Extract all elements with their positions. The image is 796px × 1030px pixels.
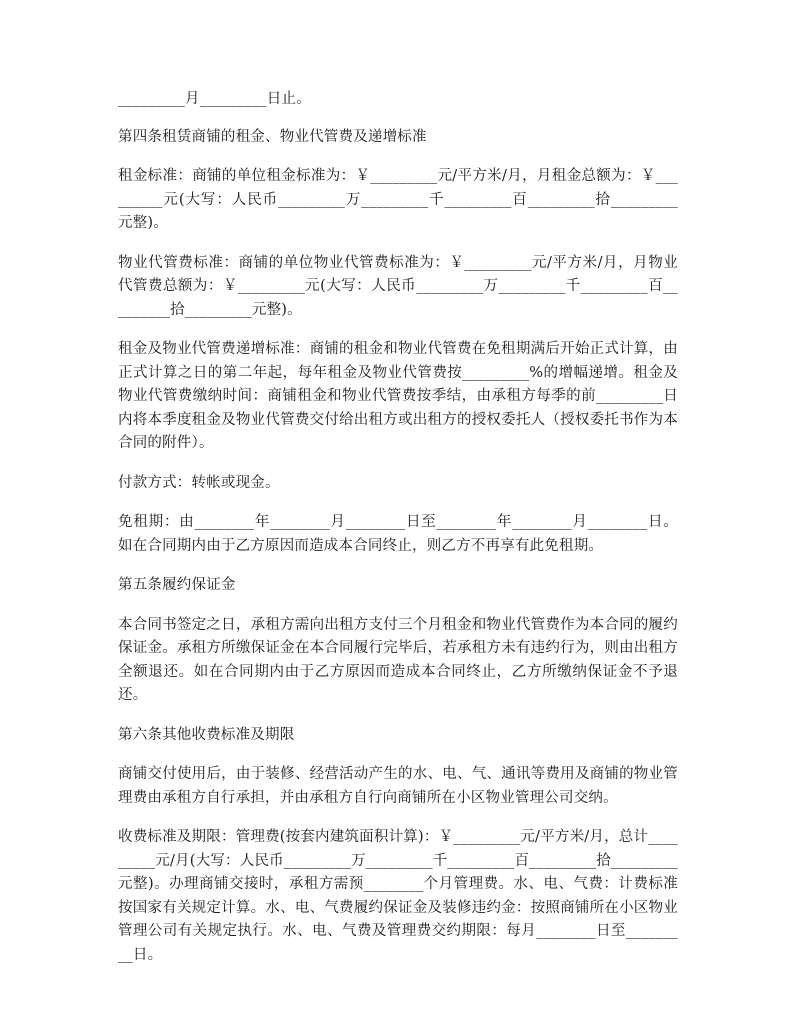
paragraph-rent-standard: 租金标准：商铺的单位租金标准为：￥_________元/平方米/月，月租金总额为：￥_________元(大写：人民币_________万_________千_________百_________拾_________元整)。 bbox=[118, 168, 678, 231]
paragraph-fee-standard-period: 收费标准及期限：管理费(按套内建筑面积计算)：￥_________元/平方米/月，总计_________元/月(大写：人民币_________万_________千_________百_________拾_________元整)。办理商铺交接时，承租方需预________个月管理费。水、电、气费：计费标准按国家有关规定计算。水、电、气费履约保证金及装修违约金：按照商铺所在小区物业管理公司有关规定执行。水、电、气费及管理费交约期限：每月________日至_________日。 bbox=[118, 829, 678, 963]
heading-article-5: 第五条履约保证金 bbox=[118, 577, 236, 593]
paragraph-date-end: _________月_________日止。 bbox=[118, 91, 311, 107]
paragraph-payment-method: 付款方式：转帐或现金。 bbox=[118, 474, 280, 491]
paragraph-other-fees: 商铺交付使用后，由于装修、经营活动产生的水、电、气、通讯等费用及商铺的物业管理费由承租方自行承担，并由承租方自行向商铺所在小区物业管理公司交纳。 bbox=[118, 766, 678, 806]
paragraph-rent-free-period: 免租期：由________年________月________日至________年________月________日。如在合同期内由于乙方原因而造成本合同终止，则乙方不再享有此免租期。 bbox=[118, 514, 678, 554]
paragraph-deposit: 本合同书签定之日，承租方需向出租方支付三个月租金和物业代管费作为本合同的履约保证金。承租方所缴保证金在本合同履行完毕后，若承租方未有违约行为，则由出租方全额退还。如在合同期内由于乙方原因而造成本合同终止，乙方所缴纳保证金不予退还。 bbox=[118, 616, 678, 703]
heading-article-4: 第四条租赁商铺的租金、物业代管费及递增标准 bbox=[118, 128, 427, 145]
paragraph-increment-standard: 租金及物业代管费递增标准：商铺的租金和物业代管费在免租期满后开始正式计算，由正式计算之日的第二年起，每年租金及物业代管费按_________%的增幅递增。租金及物业代管费缴纳时间：商铺租金和物业代管费按季结，由承租方每季的前_________日内将本季度租金及物业代管费交付给出租方或出租方的授权委托人（授权委托书作为本合同的附件）。 bbox=[118, 341, 678, 451]
paragraph-property-fee-standard: 物业代管费标准：商铺的单位物业代管费标准为：￥_________元/平方米/月，月物业代管费总额为：￥_________元(大写：人民币_________万_________千_________百_________拾_________元整)。 bbox=[118, 254, 678, 318]
document-page bbox=[118, 88, 678, 983]
heading-article-6: 第六条其他收费标准及期限 bbox=[118, 726, 295, 743]
